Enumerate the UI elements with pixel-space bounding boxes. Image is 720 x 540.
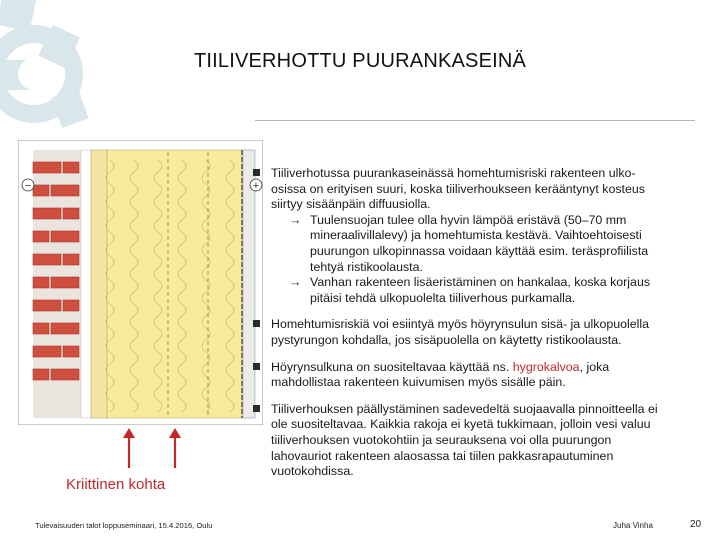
footer-event: Tulevaisuuden talot loppuseminaari, 15.4.2016, Oulu: [35, 521, 213, 530]
bullet-text: Tiiliverhotussa puurankaseinässä homehtumisriski rakenteen ulko-osissa on erityisen suuri, koska tiiliverhoukseen kerääntynyt kosteus siirtyy sisäänpäin diffuusiolla.: [271, 166, 645, 212]
bullet-list: [253, 166, 663, 491]
bullet-icon: [253, 363, 260, 370]
sub-item: [289, 275, 663, 306]
bullet-text: Homehtumisriskiä voi esiintyä myös höyrynsulun sisä- ja ulkopuolella pystyrungon kohdalla, jos sisäpuolella on käytetty ristikoolausta.: [271, 317, 650, 347]
bullet-icon: [253, 405, 260, 412]
bullet-icon: [253, 169, 260, 176]
list-item: [253, 166, 663, 306]
sub-item-text: Tuulensuojan tulee olla hyvin lämpöä eristävä (50–70 mm mineraalivillalevy) ja homehtumista kestävä. Vaihtoehtoisesti puurungon ulkopinnassa voidaan käyttää esim. teräsprofiilista tehtyä ristikoolausta.: [310, 212, 649, 274]
list-item: [253, 402, 663, 480]
sub-item: [289, 213, 663, 275]
bullet-text: Höyrynsulkuna on suositeltavaa käyttää ns.: [271, 359, 513, 374]
inside-marker-label: +: [252, 180, 260, 192]
critical-point-label: Kriittinen kohta: [66, 476, 166, 493]
title-divider: [255, 120, 695, 121]
list-item: [253, 317, 663, 348]
wall-section-diagram: [18, 140, 263, 425]
right-arrow-icon: →: [289, 212, 302, 227]
gear-logo-icon: [0, 0, 130, 150]
bullet-icon: [253, 320, 260, 327]
list-item: [253, 360, 663, 391]
right-arrow-icon: →: [289, 275, 302, 290]
sub-item-text: Vanhan rakenteen lisäeristäminen on hankalaa, koska korjaus pitäisi tehdä ulkopuolelta tiiliverhous purkamalla.: [310, 275, 651, 305]
page-title: TIILIVERHOTTU PUURANKASEINÄ: [193, 50, 527, 72]
critical-point-arrows: [112, 428, 192, 470]
outside-marker-label: −: [24, 180, 32, 192]
bullet-text: Tiiliverhouksen päällystäminen sadevedeltä suojaavalla pinnoitteella ei ole suositeltavaa. Kaikkia rakoja ei kyetä tukkimaan, jolloin vesi valuu tiiliverhouksen vuotokohtiin ja seurauksena voi olla puurungon lahovauriot rakenteen alaosassa tai tiilen pakkasrapautuminen vuotokohdissa.: [271, 401, 658, 479]
highlighted-term: hygrokalvoa: [512, 359, 580, 374]
bullet-text: , joka mahdollistaa rakenteen kuivumisen myös sisälle päin.: [271, 359, 610, 390]
footer-author: Juha Vinha: [613, 521, 653, 530]
page-number: 20: [690, 519, 702, 530]
